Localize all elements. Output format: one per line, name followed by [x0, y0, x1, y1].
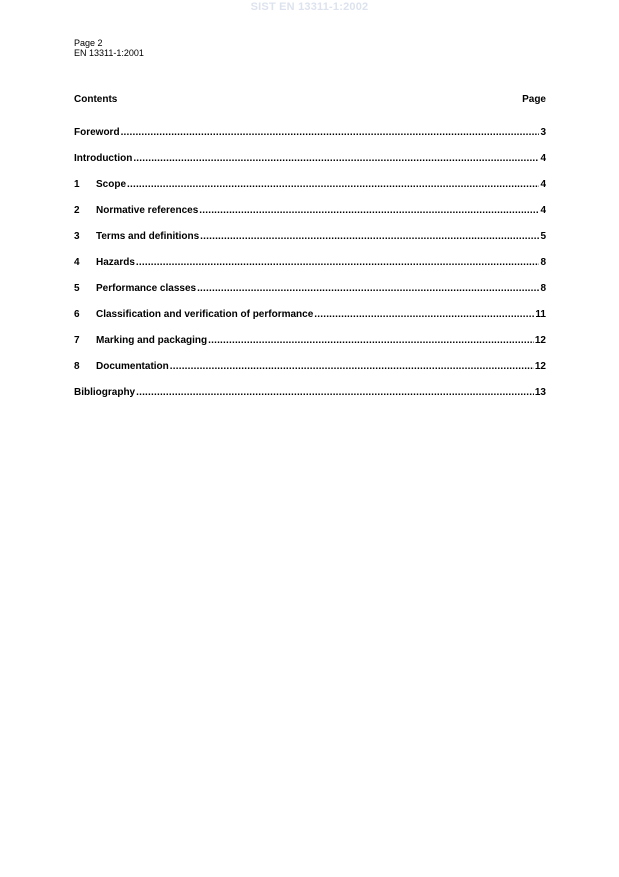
toc-entry-title: Bibliography — [74, 387, 136, 398]
toc-entry-number: 8 — [74, 361, 80, 372]
page-header — [74, 38, 144, 58]
dot-leader — [314, 309, 534, 321]
toc-entry-page: 12 — [534, 335, 546, 346]
toc-entry-normative-references[interactable] — [74, 205, 546, 231]
toc-entry-title: Documentation — [96, 361, 169, 372]
toc-entry-number: 7 — [74, 335, 80, 346]
toc-entry-page: 8 — [540, 283, 546, 294]
toc-entry-terms-and-definitions[interactable] — [74, 231, 546, 257]
toc-entry-page: 13 — [534, 387, 546, 398]
dot-leader — [200, 231, 539, 243]
toc-entry-title: Scope — [96, 179, 127, 190]
toc-entry-performance-classes[interactable] — [74, 283, 546, 309]
toc-entry-number: 4 — [74, 257, 80, 268]
toc-entry-title: Introduction — [74, 153, 133, 164]
contents-heading: Contents — [74, 94, 118, 105]
table-of-contents — [74, 94, 546, 413]
dot-leader — [133, 153, 539, 165]
toc-entry-number: 3 — [74, 231, 80, 242]
toc-entry-page: 3 — [540, 127, 546, 138]
toc-entry-scope[interactable] — [74, 179, 546, 205]
toc-entry-introduction[interactable] — [74, 153, 546, 179]
toc-entry-number: 2 — [74, 205, 80, 216]
watermark: SIST EN 13311-1:2002 — [250, 1, 369, 13]
toc-entry-classification-and-verification[interactable] — [74, 309, 546, 335]
toc-entry-page: 11 — [535, 309, 546, 320]
dot-leader — [197, 283, 539, 295]
toc-entry-hazards[interactable] — [74, 257, 546, 283]
toc-entry-title: Performance classes — [96, 283, 197, 294]
dot-leader — [127, 179, 539, 191]
toc-entry-title: Terms and definitions — [96, 231, 200, 242]
toc-entry-page: 5 — [540, 231, 546, 242]
toc-entry-title: Normative references — [96, 205, 199, 216]
toc-entry-title: Classification and verification of performance — [96, 309, 314, 320]
dot-leader — [136, 257, 540, 269]
toc-entry-title: Foreword — [74, 127, 120, 138]
toc-entry-number: 1 — [74, 179, 80, 190]
dot-leader — [170, 361, 534, 373]
toc-entry-title: Marking and packaging — [96, 335, 208, 346]
toc-entry-number: 5 — [74, 283, 80, 294]
page-column-heading: Page — [522, 94, 546, 105]
toc-entry-page: 4 — [540, 153, 546, 164]
page-number-label: Page 2 — [74, 38, 103, 48]
toc-list — [74, 127, 546, 413]
dot-leader — [121, 127, 540, 139]
toc-header — [74, 94, 546, 106]
dot-leader — [199, 205, 539, 217]
toc-entry-title: Hazards — [96, 257, 135, 268]
toc-entry-page: 12 — [534, 361, 546, 372]
toc-entry-number: 6 — [74, 309, 80, 320]
toc-entry-documentation[interactable] — [74, 361, 546, 387]
dot-leader — [208, 335, 534, 347]
toc-entry-marking-and-packaging[interactable] — [74, 335, 546, 361]
toc-entry-page: 4 — [540, 179, 546, 190]
standard-reference: EN 13311-1:2001 — [74, 48, 144, 58]
toc-entry-page: 8 — [540, 257, 546, 268]
toc-entry-foreword[interactable] — [74, 127, 546, 153]
toc-entry-page: 4 — [540, 205, 546, 216]
dot-leader — [136, 387, 534, 399]
toc-entry-bibliography[interactable] — [74, 387, 546, 413]
